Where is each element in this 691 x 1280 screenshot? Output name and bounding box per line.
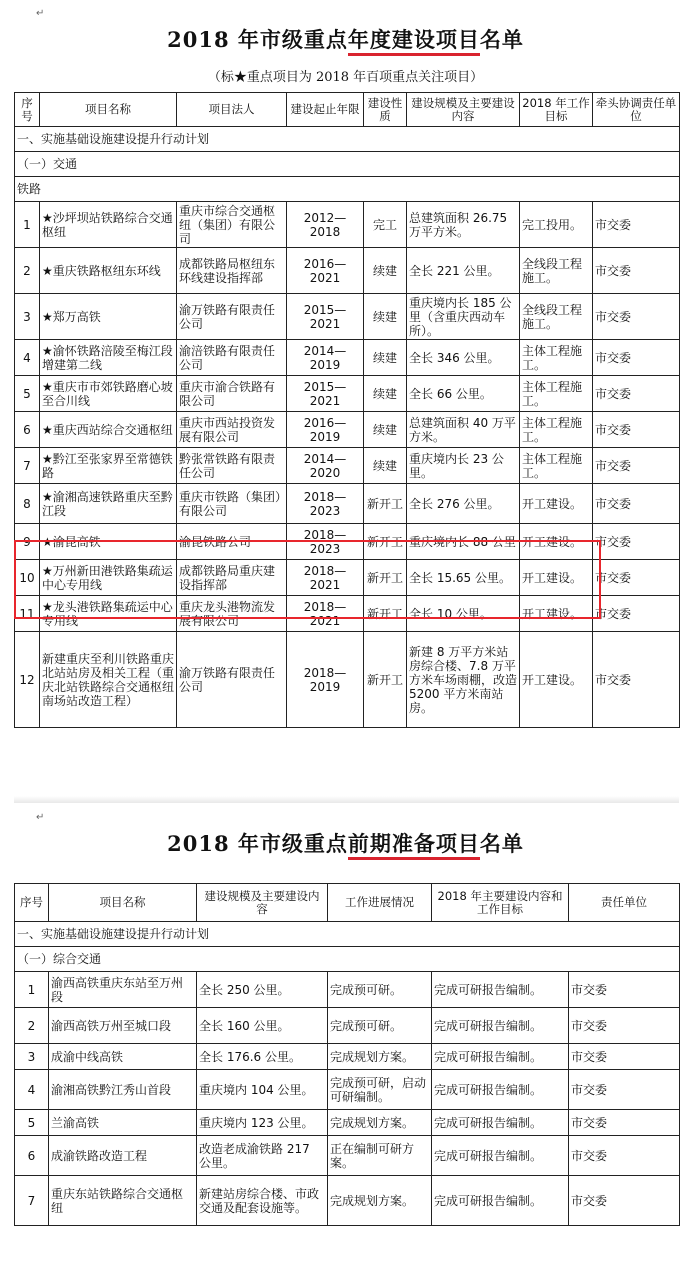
doc1-header-cell: 牵头协调责任单位 (593, 93, 680, 127)
table-row (15, 294, 680, 340)
project-name: ★重庆西站综合交通枢纽 (40, 412, 177, 448)
construction-nature: 续建 (364, 448, 407, 484)
scope-content: 重庆境内 123 公里。 (197, 1110, 328, 1136)
scope-content: 重庆境内长 185 公里（含重庆西动车所）。 (407, 294, 520, 340)
progress-status: 完成预可研。 (328, 1008, 432, 1044)
work-goal: 完成可研报告编制。 (432, 1070, 569, 1110)
construction-nature: 新开工 (364, 632, 407, 728)
construction-nature: 续建 (364, 376, 407, 412)
project-name: ★郑万高铁 (40, 294, 177, 340)
table-row (15, 412, 680, 448)
project-owner: 渝昆铁路公司 (177, 524, 287, 560)
table-row (15, 632, 680, 728)
project-owner: 渝涪铁路有限责任公司 (177, 340, 287, 376)
responsible-unit: 市交委 (569, 1110, 680, 1136)
section-row (15, 947, 680, 972)
project-name: 成渝中线高铁 (49, 1044, 197, 1070)
table-row (15, 1136, 680, 1176)
scope-content: 全长 276 公里。 (407, 484, 520, 524)
construction-nature: 续建 (364, 294, 407, 340)
construction-years: 2018—2021 (287, 596, 364, 632)
construction-nature: 续建 (364, 412, 407, 448)
project-name: ★龙头港铁路集疏运中心专用线 (40, 596, 177, 632)
work-goal: 开工建设。 (520, 632, 593, 728)
doc2-header-cell: 建设规模及主要建设内容 (197, 884, 328, 922)
project-name: ★万州新田港铁路集疏运中心专用线 (40, 560, 177, 596)
row-number: 10 (15, 560, 40, 596)
row-number: 5 (15, 376, 40, 412)
project-name: 渝西高铁重庆东站至万州段 (49, 972, 197, 1008)
table-row (15, 524, 680, 560)
work-goal: 主体工程施工。 (520, 340, 593, 376)
project-owner: 重庆市西站投资发展有限公司 (177, 412, 287, 448)
doc1-subtitle: （标★重点项目为 2018 年百项重点关注项目） (207, 70, 484, 85)
row-number: 1 (15, 202, 40, 248)
scope-content: 重庆境内长 88 公里 (407, 524, 520, 560)
work-goal: 开工建设。 (520, 560, 593, 596)
doc1-header-cell: 项目名称 (40, 93, 177, 127)
work-goal: 全线段工程施工。 (520, 294, 593, 340)
work-goal: 开工建设。 (520, 596, 593, 632)
construction-years: 2016—2021 (287, 248, 364, 294)
row-number: 2 (15, 248, 40, 294)
table-row (15, 248, 680, 294)
table-row (15, 1044, 680, 1070)
construction-years: 2012—2018 (287, 202, 364, 248)
doc2-title-prefix: 2018 年市级重点 (167, 831, 348, 856)
progress-status: 完成预可研，启动可研编制。 (328, 1070, 432, 1110)
responsible-unit: 市交委 (569, 1008, 680, 1044)
table-row (15, 448, 680, 484)
return-mark: ↵ (36, 8, 45, 19)
scope-content: 总建筑面积 40 万平方米。 (407, 412, 520, 448)
row-number: 4 (15, 1070, 49, 1110)
construction-years: 2018—2019 (287, 632, 364, 728)
construction-years: 2018—2023 (287, 484, 364, 524)
page-separator (14, 796, 679, 803)
project-owner: 重庆市渝合铁路有限公司 (177, 376, 287, 412)
row-number: 6 (15, 412, 40, 448)
section-row (15, 177, 680, 202)
work-goal: 开工建设。 (520, 484, 593, 524)
project-name: 兰渝高铁 (49, 1110, 197, 1136)
row-number: 3 (15, 1044, 49, 1070)
project-name: ★沙坪坝站铁路综合交通枢纽 (40, 202, 177, 248)
scope-content: 新建站房综合楼、市政交通及配套设施等。 (197, 1176, 328, 1226)
scope-content: 全长 15.65 公里。 (407, 560, 520, 596)
project-owner: 重庆市综合交通枢纽（集团）有限公司 (177, 202, 287, 248)
construction-years: 2015—2021 (287, 376, 364, 412)
section-heading: 一、实施基础设施建设提升行动计划 (15, 127, 680, 152)
row-number: 9 (15, 524, 40, 560)
scope-content: 重庆境内 104 公里。 (197, 1070, 328, 1110)
project-name: ★黔江至张家界至常德铁路 (40, 448, 177, 484)
scope-content: 总建筑面积 26.75 万平方米。 (407, 202, 520, 248)
doc1-header-cell: 建设规模及主要建设内容 (407, 93, 520, 127)
doc2-header-cell: 2018 年主要建设内容和工作目标 (432, 884, 569, 922)
doc1-header-row (15, 93, 680, 127)
scope-content: 全长 160 公里。 (197, 1008, 328, 1044)
project-owner: 渝万铁路有限责任公司 (177, 294, 287, 340)
table-row (15, 1070, 680, 1110)
scope-content: 全长 250 公里。 (197, 972, 328, 1008)
construction-years: 2018—2021 (287, 560, 364, 596)
table-row (15, 376, 680, 412)
responsible-unit: 市交委 (569, 1044, 680, 1070)
table-row (15, 972, 680, 1008)
project-name: 渝湘高铁黔江秀山首段 (49, 1070, 197, 1110)
row-number: 5 (15, 1110, 49, 1136)
scope-content: 全长 10 公里。 (407, 596, 520, 632)
doc2-title-suffix: 名单 (479, 831, 524, 856)
doc2-header-row (15, 884, 680, 922)
responsible-unit: 市交委 (593, 632, 680, 728)
doc2-header-cell: 序号 (15, 884, 49, 922)
row-number: 2 (15, 1008, 49, 1044)
scope-content: 全长 346 公里。 (407, 340, 520, 376)
section-row (15, 922, 680, 947)
scope-content: 重庆境内长 23 公里。 (407, 448, 520, 484)
table-row (15, 202, 680, 248)
doc1-title-prefix: 2018 年市级重点 (167, 27, 348, 52)
work-goal: 完成可研报告编制。 (432, 1008, 569, 1044)
section-heading: 一、实施基础设施建设提升行动计划 (15, 922, 680, 947)
table-row (15, 596, 680, 632)
work-goal: 全线段工程施工。 (520, 248, 593, 294)
project-name: 新建重庆至利川铁路重庆北站站房及相关工程（重庆北站铁路综合交通枢纽南场站改造工程） (40, 632, 177, 728)
project-owner: 重庆市铁路（集团）有限公司 (177, 484, 287, 524)
construction-nature: 新开工 (364, 596, 407, 632)
responsible-unit: 市交委 (593, 596, 680, 632)
table-row (15, 484, 680, 524)
project-name: ★重庆市市郊铁路磨心坡至合川线 (40, 376, 177, 412)
construction-years: 2015—2021 (287, 294, 364, 340)
table-row (15, 1008, 680, 1044)
doc1-table (14, 92, 680, 728)
responsible-unit: 市交委 (593, 248, 680, 294)
responsible-unit: 市交委 (593, 294, 680, 340)
project-name: 重庆东站铁路综合交通枢纽 (49, 1176, 197, 1226)
doc1-header-cell: 2018 年工作目标 (520, 93, 593, 127)
doc2-header-cell: 责任单位 (569, 884, 680, 922)
project-name: ★渝怀铁路涪陵至梅江段增建第二线 (40, 340, 177, 376)
row-number: 3 (15, 294, 40, 340)
row-number: 7 (15, 448, 40, 484)
project-name: 渝西高铁万州至城口段 (49, 1008, 197, 1044)
responsible-unit: 市交委 (593, 412, 680, 448)
work-goal: 完成可研报告编制。 (432, 972, 569, 1008)
responsible-unit: 市交委 (569, 972, 680, 1008)
responsible-unit: 市交委 (593, 340, 680, 376)
construction-years: 2016—2019 (287, 412, 364, 448)
doc1-header-cell: 项目法人 (177, 93, 287, 127)
project-owner: 黔张常铁路有限责任公司 (177, 448, 287, 484)
scope-content: 改造老成渝铁路 217 公里。 (197, 1136, 328, 1176)
responsible-unit: 市交委 (569, 1070, 680, 1110)
construction-nature: 完工 (364, 202, 407, 248)
table-row (15, 1176, 680, 1226)
progress-status: 完成规划方案。 (328, 1176, 432, 1226)
work-goal: 主体工程施工。 (520, 412, 593, 448)
progress-status: 完成规划方案。 (328, 1110, 432, 1136)
work-goal: 完成可研报告编制。 (432, 1176, 569, 1226)
project-owner: 成都铁路局枢纽东环线建设指挥部 (177, 248, 287, 294)
doc1-title-suffix: 名单 (479, 27, 524, 52)
responsible-unit: 市交委 (593, 448, 680, 484)
project-name: ★渝昆高铁 (40, 524, 177, 560)
responsible-unit: 市交委 (593, 202, 680, 248)
project-owner: 渝万铁路有限责任公司 (177, 632, 287, 728)
responsible-unit: 市交委 (569, 1136, 680, 1176)
doc2-header-cell: 项目名称 (49, 884, 197, 922)
project-name: ★重庆铁路枢纽东环线 (40, 248, 177, 294)
doc1-header-cell: 建设起止年限 (287, 93, 364, 127)
row-number: 11 (15, 596, 40, 632)
doc1-header-cell: 建设性质 (364, 93, 407, 127)
progress-status: 正在编制可研方案。 (328, 1136, 432, 1176)
responsible-unit: 市交委 (569, 1176, 680, 1226)
return-mark: ↵ (36, 812, 45, 823)
progress-status: 完成规划方案。 (328, 1044, 432, 1070)
section-row (15, 127, 680, 152)
doc1-title-highlight: 年度建设项目 (348, 27, 480, 56)
section-heading: （一）综合交通 (15, 947, 680, 972)
row-number: 4 (15, 340, 40, 376)
work-goal: 开工建设。 (520, 524, 593, 560)
doc2-header-cell: 工作进展情况 (328, 884, 432, 922)
doc1-title (0, 24, 691, 54)
project-name: ★渝湘高速铁路重庆至黔江段 (40, 484, 177, 524)
project-owner: 成都铁路局重庆建设指挥部 (177, 560, 287, 596)
responsible-unit: 市交委 (593, 524, 680, 560)
table-row (15, 560, 680, 596)
scope-content: 新建 8 万平方米站房综合楼、7.8 万平方米车场雨棚，改造 5200 平方米南站房。 (407, 632, 520, 728)
responsible-unit: 市交委 (593, 376, 680, 412)
work-goal: 完工投用。 (520, 202, 593, 248)
table-row (15, 340, 680, 376)
scope-content: 全长 221 公里。 (407, 248, 520, 294)
scope-content: 全长 176.6 公里。 (197, 1044, 328, 1070)
work-goal: 完成可研报告编制。 (432, 1136, 569, 1176)
construction-nature: 新开工 (364, 560, 407, 596)
work-goal: 完成可研报告编制。 (432, 1044, 569, 1070)
row-number: 6 (15, 1136, 49, 1176)
doc1-header-cell: 序号 (15, 93, 40, 127)
progress-status: 完成预可研。 (328, 972, 432, 1008)
section-heading: （一）交通 (15, 152, 680, 177)
doc2-title-highlight: 前期准备项目 (348, 831, 480, 860)
work-goal: 完成可研报告编制。 (432, 1110, 569, 1136)
scope-content: 全长 66 公里。 (407, 376, 520, 412)
section-heading: 铁路 (15, 177, 680, 202)
construction-years: 2018—2023 (287, 524, 364, 560)
row-number: 7 (15, 1176, 49, 1226)
construction-years: 2014—2019 (287, 340, 364, 376)
table-row (15, 1110, 680, 1136)
row-number: 1 (15, 972, 49, 1008)
doc2-table (14, 883, 680, 1226)
construction-years: 2014—2020 (287, 448, 364, 484)
construction-nature: 新开工 (364, 484, 407, 524)
row-number: 8 (15, 484, 40, 524)
section-row (15, 152, 680, 177)
construction-nature: 续建 (364, 248, 407, 294)
work-goal: 主体工程施工。 (520, 376, 593, 412)
doc2-title (0, 828, 691, 858)
work-goal: 主体工程施工。 (520, 448, 593, 484)
construction-nature: 续建 (364, 340, 407, 376)
row-number: 12 (15, 632, 40, 728)
responsible-unit: 市交委 (593, 560, 680, 596)
project-name: 成渝铁路改造工程 (49, 1136, 197, 1176)
project-owner: 重庆龙头港物流发展有限公司 (177, 596, 287, 632)
construction-nature: 新开工 (364, 524, 407, 560)
responsible-unit: 市交委 (593, 484, 680, 524)
